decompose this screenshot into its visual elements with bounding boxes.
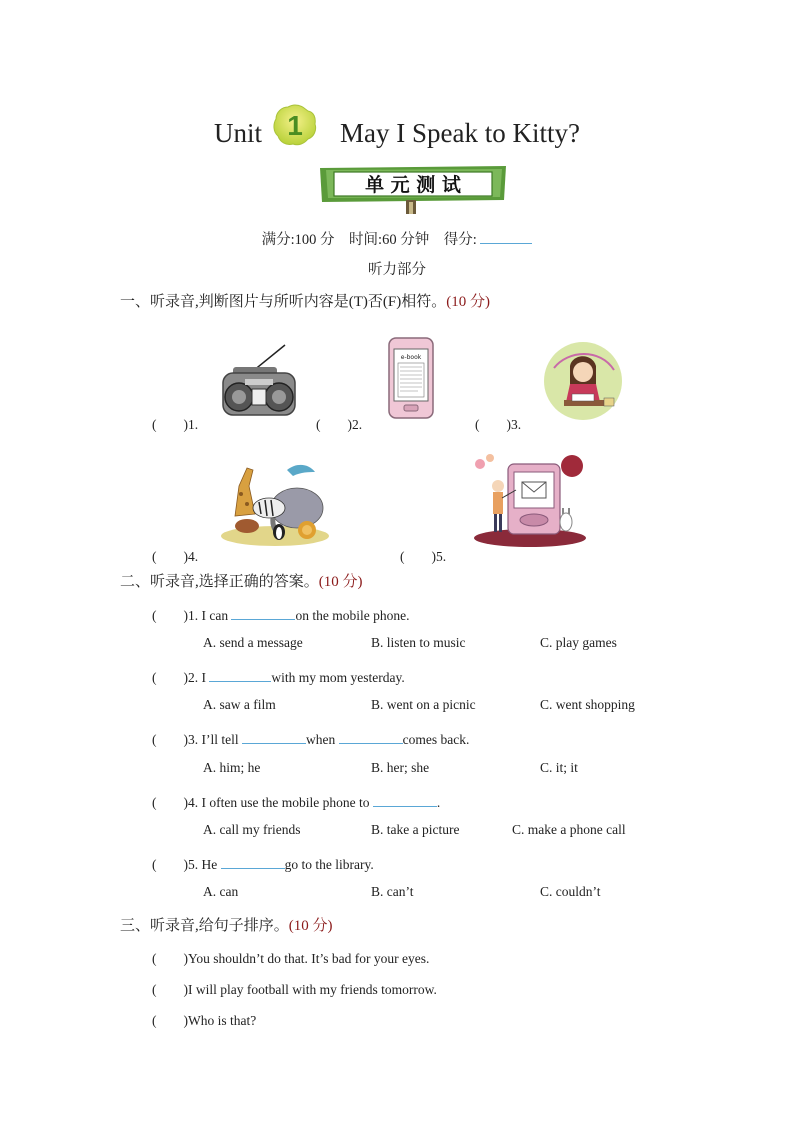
question-3: ( )3. I’ll tell when comes back. bbox=[152, 728, 469, 748]
score-label: 得分: bbox=[443, 232, 477, 248]
listening-part-heading: 听力部分 bbox=[368, 262, 426, 278]
order-paren[interactable]: ( ) bbox=[152, 951, 188, 966]
score-info bbox=[0, 228, 794, 249]
question-1: ( )1. I can on the mobile phone. bbox=[152, 604, 409, 624]
answer-paren[interactable]: ( ) bbox=[152, 670, 188, 685]
section1-item-5: ( )5. bbox=[400, 549, 447, 564]
unit-number-badge bbox=[272, 103, 318, 147]
email-device-icon bbox=[468, 452, 592, 548]
answer-blank[interactable] bbox=[221, 868, 285, 869]
unit-number: 1 bbox=[287, 110, 303, 141]
q4-option-b[interactable]: B. take a picture bbox=[371, 822, 460, 837]
section1-item-3: ( )3. bbox=[475, 417, 522, 432]
q5-option-b[interactable]: B. can’t bbox=[371, 884, 414, 899]
order-paren[interactable]: ( ) bbox=[152, 982, 188, 997]
q3-option-c[interactable]: C. it; it bbox=[540, 760, 578, 775]
question-2: ( )2. I with my mom yesterday. bbox=[152, 666, 405, 686]
section2-points: (10 分) bbox=[318, 574, 363, 590]
q1-option-c[interactable]: C. play games bbox=[540, 635, 617, 650]
section1-title: 一、听录音,判断图片与所听内容是(T)否(F)相符。(10 分) bbox=[120, 294, 490, 310]
section3-points: (10 分) bbox=[288, 918, 333, 934]
answer-paren[interactable]: ( ) bbox=[152, 795, 188, 810]
section1-item-1: ( )1. bbox=[152, 417, 199, 432]
unit-word: Unit bbox=[214, 118, 263, 148]
answer-paren[interactable]: ( ) bbox=[152, 608, 188, 623]
animals-icon bbox=[217, 458, 329, 548]
answer-blank[interactable] bbox=[231, 619, 295, 620]
section1-item-4: ( )4. bbox=[152, 549, 199, 564]
sentence-3: ( )Who is that? bbox=[152, 1009, 256, 1029]
q5-option-a[interactable]: A. can bbox=[203, 884, 239, 899]
q2-option-a[interactable]: A. saw a film bbox=[203, 697, 276, 712]
q4-option-c[interactable]: C. make a phone call bbox=[512, 822, 626, 837]
question-4: ( )4. I often use the mobile phone to . bbox=[152, 791, 440, 811]
banner-label: 单 元 测 试 bbox=[365, 174, 461, 196]
section2-title: 二、听录音,选择正确的答案。(10 分) bbox=[120, 574, 363, 590]
q4-option-a[interactable]: A. call my friends bbox=[203, 822, 301, 837]
q5-option-c[interactable]: C. couldn’t bbox=[540, 884, 601, 899]
answer-paren[interactable]: ( ) bbox=[152, 857, 188, 872]
answer-blank[interactable] bbox=[209, 681, 271, 682]
unit-title: May I Speak to Kitty? bbox=[340, 118, 580, 148]
question-5: ( )5. He go to the library. bbox=[152, 853, 374, 873]
score-blank[interactable] bbox=[480, 243, 532, 244]
radio-icon bbox=[215, 343, 301, 421]
sentence-2: ( )I will play football with my friends tomorrow. bbox=[152, 978, 437, 998]
time-limit: 时间:60 分钟 bbox=[349, 232, 430, 248]
sentence-1: ( )You shouldn’t do that. It’s bad for your eyes. bbox=[152, 947, 429, 967]
unit-test-banner bbox=[316, 164, 510, 220]
q3-option-a[interactable]: A. him; he bbox=[203, 760, 261, 775]
answer-blank[interactable] bbox=[339, 743, 403, 744]
ebook-label: e-book bbox=[400, 354, 422, 361]
answer-paren[interactable]: ( ) bbox=[152, 732, 188, 747]
section1-points: (10 分) bbox=[446, 294, 490, 310]
girl-reading-icon bbox=[542, 340, 624, 422]
order-paren[interactable]: ( ) bbox=[152, 1013, 188, 1028]
q3-option-b[interactable]: B. her; she bbox=[371, 760, 430, 775]
q2-option-c[interactable]: C. went shopping bbox=[540, 697, 635, 712]
answer-blank[interactable] bbox=[242, 743, 306, 744]
answer-blank[interactable] bbox=[373, 806, 437, 807]
title-row bbox=[0, 104, 794, 164]
section3-title: 三、听录音,给句子排序。(10 分) bbox=[120, 918, 333, 934]
q1-option-b[interactable]: B. listen to music bbox=[371, 635, 466, 650]
q2-option-b[interactable]: B. went on a picnic bbox=[371, 697, 476, 712]
full-score: 满分:100 分 bbox=[261, 232, 335, 248]
ebook-reader-icon bbox=[388, 337, 434, 419]
section1-item-2: ( )2. bbox=[316, 417, 363, 432]
q1-option-a[interactable]: A. send a message bbox=[203, 635, 303, 650]
